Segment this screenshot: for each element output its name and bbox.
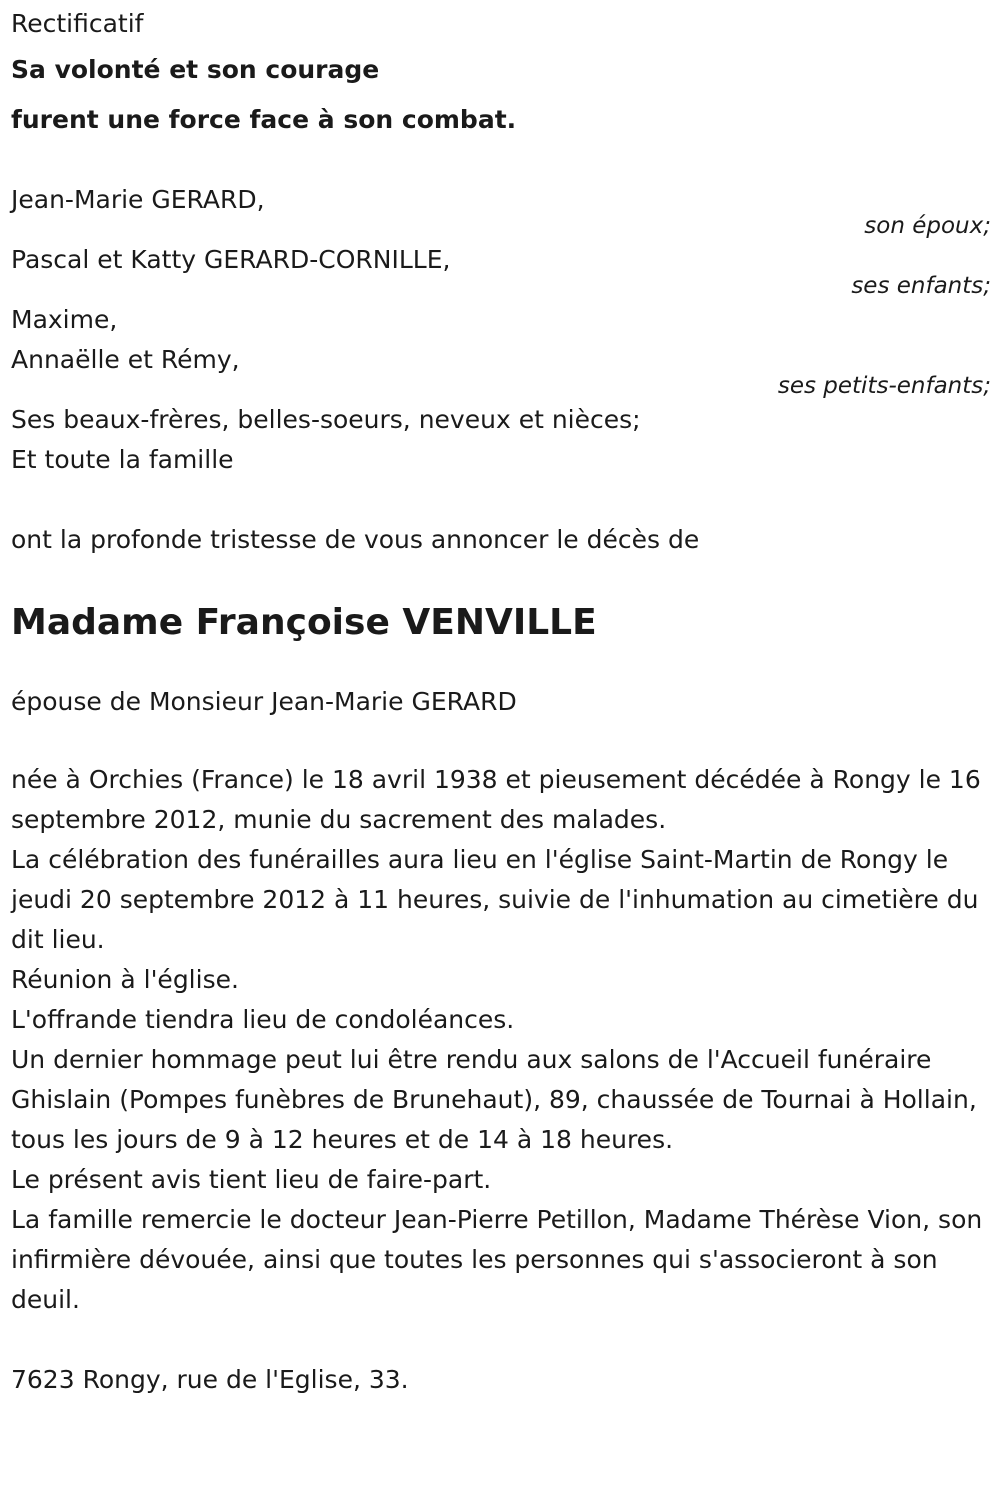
grandchildren-role: ses petits-enfants;: [777, 373, 991, 399]
grandchildren-line-1: Maxime,: [11, 305, 118, 334]
children-role: ses enfants;: [851, 273, 991, 299]
announcement-text: ont la profonde tristesse de vous annoncer le décès de: [11, 525, 700, 554]
birth-death-paragraph: née à Orchies (France) le 18 avril 1938 et pieusement décédée à Rongy le 16 septembre 2012, munie du sacrement des malades.: [11, 765, 981, 834]
quote-line-1: Sa volonté et son courage: [11, 55, 380, 84]
husband-name: Jean-Marie GERARD,: [11, 185, 265, 214]
quote-line-2: furent une force face à son combat.: [11, 105, 517, 134]
grandchildren-line-2: Annaëlle et Rémy,: [11, 345, 240, 374]
tribute-paragraph: Un dernier hommage peut lui être rendu aux salons de l'Accueil funéraire Ghislain (Pompes funèbres de Brunehaut), 89, chaussée de Tournai à Hollain, tous les jours de 9 à 12 heures et de 14 à 18 heures.: [11, 1045, 977, 1154]
spouse-line: épouse de Monsieur Jean-Marie GERARD: [11, 687, 517, 716]
meeting-paragraph: Réunion à l'église.: [11, 965, 239, 994]
others-line-2: Et toute la famille: [11, 445, 234, 474]
children-names: Pascal et Katty GERARD-CORNILLE,: [11, 245, 451, 274]
offering-paragraph: L'offrande tiendra lieu de condoléances.: [11, 1005, 515, 1034]
deceased-name: Madame Françoise VENVILLE: [11, 602, 597, 643]
husband-role: son époux;: [864, 213, 991, 239]
notice-paragraph: Le présent avis tient lieu de faire-part.: [11, 1165, 492, 1194]
funeral-paragraph: La célébration des funérailles aura lieu en l'église Saint-Martin de Rongy le jeudi 20 septembre 2012 à 11 heures, suivie de l'inhumation au cimetière du dit lieu.: [11, 845, 979, 954]
thanks-paragraph: La famille remercie le docteur Jean-Pierre Petillon, Madame Thérèse Vion, son infirmière dévouée, ainsi que toutes les personnes qui s'associeront à son deuil.: [11, 1205, 983, 1314]
others-line-1: Ses beaux-frères, belles-soeurs, neveux et nièces;: [11, 405, 641, 434]
rectificatif-label: Rectificatif: [11, 9, 144, 38]
address-line: 7623 Rongy, rue de l'Eglise, 33.: [11, 1365, 409, 1394]
obituary-notice: [11, 4, 991, 1400]
